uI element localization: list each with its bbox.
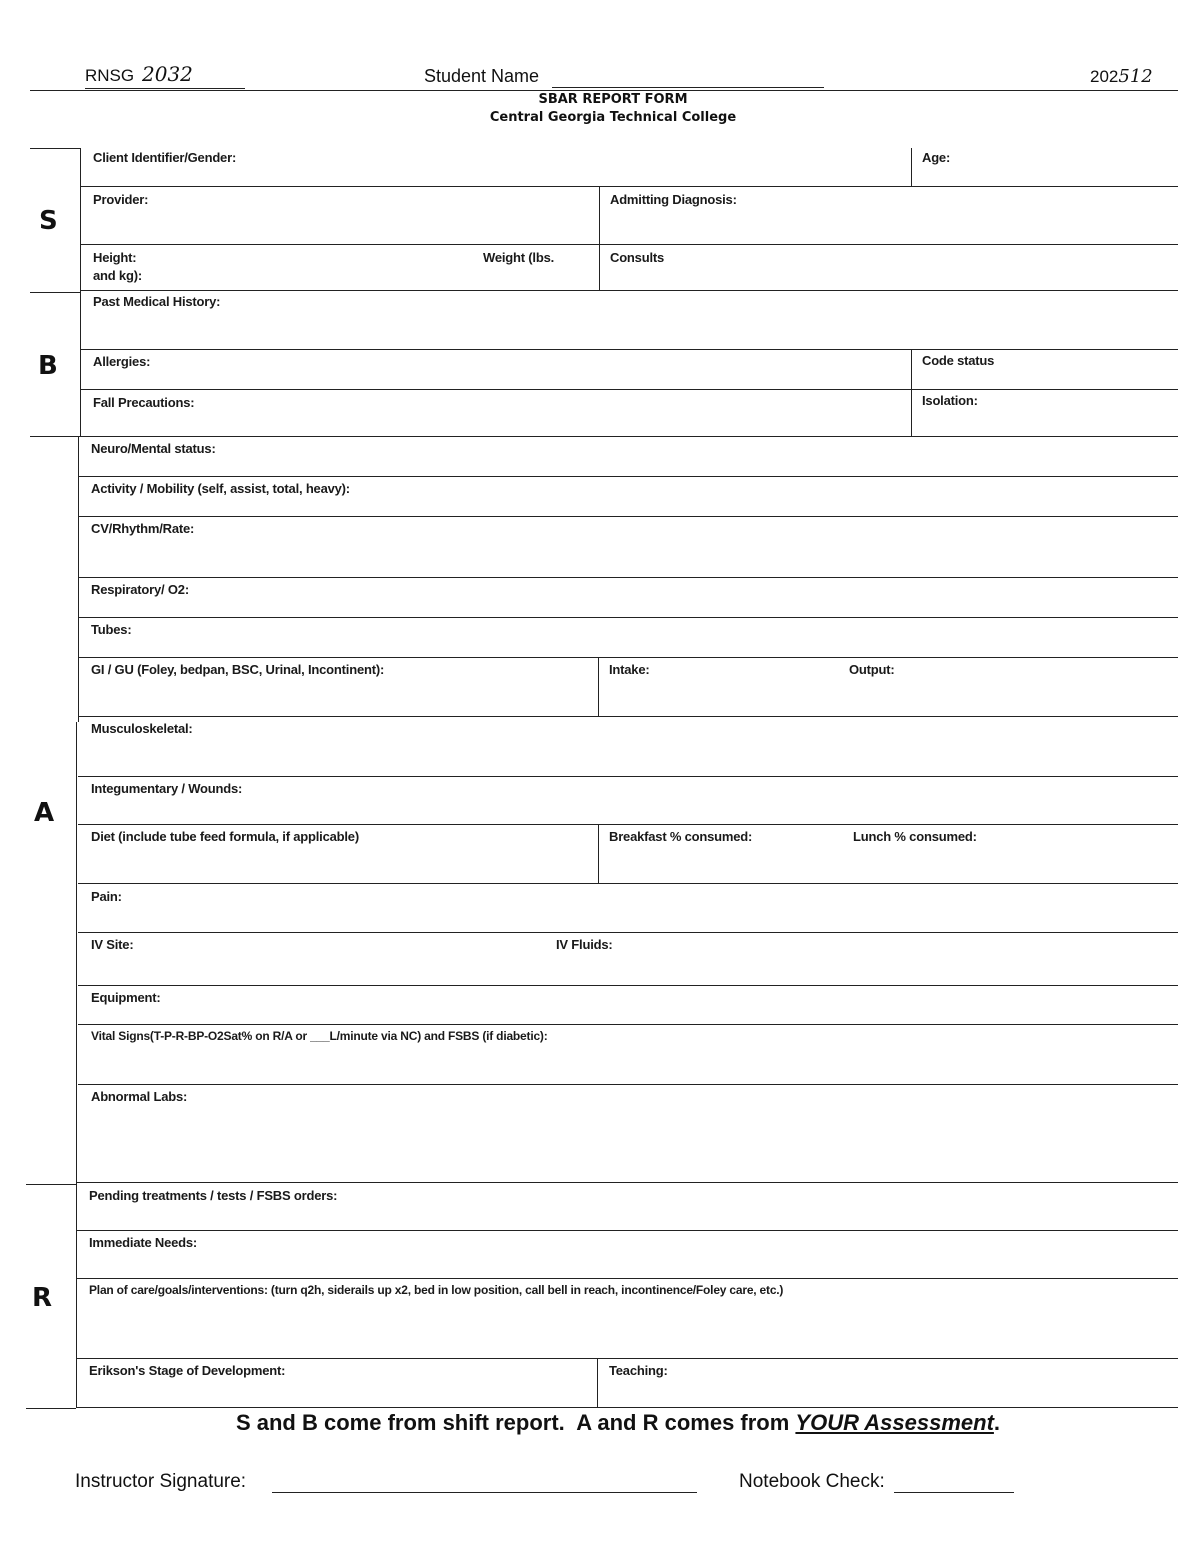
header-rule (30, 90, 1178, 91)
code-status-field[interactable]: Code status (922, 353, 995, 368)
term-code-prefix: 202 (1090, 67, 1119, 86)
immediate-needs-field[interactable]: Immediate Needs: (89, 1235, 198, 1250)
source-note (0, 1410, 1200, 1436)
notebook-check-line[interactable] (894, 1492, 1014, 1493)
header (0, 0, 1200, 140)
neuro-mental-status-field[interactable]: Neuro/Mental status: (91, 441, 216, 456)
form-title: SBAR REPORT FORM (538, 92, 688, 107)
instructor-signature-line[interactable] (272, 1492, 697, 1493)
iv-site-field[interactable]: IV Site: (91, 937, 134, 952)
respiratory-o2-field[interactable]: Respiratory/ O2: (91, 582, 189, 597)
abnormal-labs-field[interactable]: Abnormal Labs: (91, 1089, 188, 1104)
equipment-field[interactable]: Equipment: (91, 990, 161, 1005)
pending-treatments-field[interactable]: Pending treatments / tests / FSBS orders: (89, 1188, 338, 1203)
allergies-field[interactable]: Allergies: (93, 354, 151, 369)
output-field[interactable]: Output: (849, 662, 895, 677)
course-prefix: RNSG (85, 66, 135, 85)
age-field[interactable]: Age: (922, 150, 951, 165)
source-note-suffix: . (993, 1410, 1001, 1435)
plan-of-care-field[interactable]: Plan of care/goals/interventions: (turn q2h, siderails up x2, bed in low position, call bell in reach, incontinence/Foley care, etc.) (89, 1283, 784, 1297)
isolation-field[interactable]: Isolation: (922, 393, 978, 408)
height-field-cont: and kg): (93, 268, 142, 283)
student-name-line[interactable] (552, 87, 824, 88)
intake-field[interactable]: Intake: (609, 662, 650, 677)
term-code (1090, 66, 1153, 87)
lunch-consumed-field[interactable]: Lunch % consumed: (853, 829, 977, 844)
admitting-diagnosis-field[interactable]: Admitting Diagnosis: (610, 192, 737, 207)
iv-fluids-field[interactable]: IV Fluids: (556, 937, 613, 952)
term-code-handwritten: 512 (1118, 66, 1153, 87)
vital-signs-field[interactable]: Vital Signs(T-P-R-BP-O2Sat% on R/A or ___L/minute via NC) and FSBS (if diabetic): (91, 1029, 548, 1043)
height-field[interactable]: Height: (93, 250, 137, 265)
breakfast-consumed-field[interactable]: Breakfast % consumed: (609, 829, 753, 844)
activity-mobility-field[interactable]: Activity / Mobility (self, assist, total, heavy): (91, 481, 350, 496)
consults-field[interactable]: Consults (610, 250, 665, 265)
integumentary-wounds-field[interactable]: Integumentary / Wounds: (91, 781, 243, 796)
erikson-stage-field[interactable]: Erikson's Stage of Development: (89, 1363, 286, 1378)
past-medical-history-field[interactable]: Past Medical History: (93, 294, 221, 309)
musculoskeletal-field[interactable]: Musculoskeletal: (91, 721, 193, 736)
section-letter-a: A (34, 798, 55, 828)
course-number-handwritten: 2032 (142, 62, 193, 86)
section-letter-s: S (39, 206, 58, 236)
diet-field[interactable]: Diet (include tube feed formula, if applicable) (91, 829, 359, 844)
source-note-prefix: S and B come from shift report. A and R comes from (235, 1410, 796, 1435)
pain-field[interactable]: Pain: (91, 889, 122, 904)
cv-rhythm-rate-field[interactable]: CV/Rhythm/Rate: (91, 521, 195, 536)
client-identifier-field[interactable]: Client Identifier/Gender: (93, 150, 237, 165)
provider-field[interactable]: Provider: (93, 192, 149, 207)
student-name-label: Student Name (424, 66, 540, 86)
fall-precautions-field[interactable]: Fall Precautions: (93, 395, 195, 410)
weight-field[interactable]: Weight (lbs. (483, 250, 555, 265)
source-note-emphasis: YOUR Assessment (795, 1410, 994, 1435)
teaching-field[interactable]: Teaching: (609, 1363, 668, 1378)
instructor-signature-label: Instructor Signature: (75, 1471, 247, 1492)
college-name: Central Georgia Technical College (489, 110, 737, 125)
section-letter-r: R (32, 1283, 53, 1313)
tubes-field[interactable]: Tubes: (91, 622, 132, 637)
notebook-check-label: Notebook Check: (739, 1471, 885, 1492)
gi-gu-field[interactable]: GI / GU (Foley, bedpan, BSC, Urinal, Incontinent): (91, 662, 385, 677)
section-letter-b: B (38, 351, 58, 381)
